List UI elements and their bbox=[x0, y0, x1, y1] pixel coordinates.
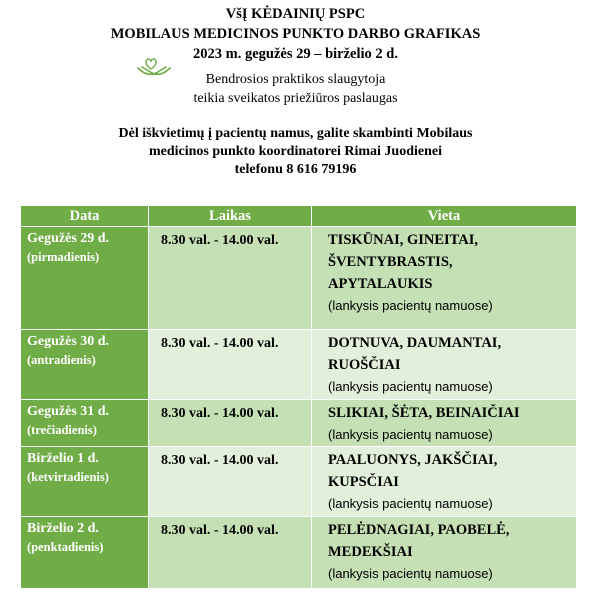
date-label: Birželio 2 d. bbox=[27, 521, 99, 536]
place-cell bbox=[312, 400, 577, 447]
place-line: KUPSČIAI bbox=[328, 474, 399, 490]
table-row bbox=[21, 517, 577, 589]
subtitle-line-2: teikia sveikatos priežiūros paslaugas bbox=[193, 91, 398, 106]
place-cell bbox=[312, 330, 577, 400]
schedule-table bbox=[20, 205, 577, 589]
date-cell bbox=[21, 330, 149, 400]
date-label: Gegužės 29 d. bbox=[27, 231, 110, 246]
time-cell bbox=[149, 330, 312, 400]
time-cell bbox=[149, 227, 312, 330]
place-line: RUOŠČIAI bbox=[328, 357, 401, 373]
visit-note: (lankysis pacientų namuose) bbox=[328, 427, 493, 442]
schedule-period: 2023 m. gegužės 29 – birželio 2 d. bbox=[193, 46, 398, 62]
weekday-label: (penktadienis) bbox=[27, 540, 104, 554]
place-line: PAALUONYS, JAKŠČIAI, bbox=[328, 452, 498, 468]
place-line: ŠVENTYBRASTIS, bbox=[328, 254, 453, 270]
place-line: SLIKIAI, ŠĖTA, BEINAIČIAI bbox=[328, 405, 520, 421]
time-cell bbox=[149, 447, 312, 517]
weekday-label: (ketvirtadienis) bbox=[27, 470, 109, 484]
date-cell bbox=[21, 517, 149, 589]
time-value: 8.30 val. - 14.00 val. bbox=[161, 336, 279, 351]
contact-line-2: medicinos punkto koordinatorei Rimai Juodienei bbox=[148, 144, 442, 159]
visit-note: (lankysis pacientų namuose) bbox=[328, 379, 493, 394]
org-name: VšĮ KĖDAINIŲ PSPC bbox=[225, 6, 366, 22]
place-line: PELĖDNAGIAI, PAOBELĖ, bbox=[328, 522, 510, 538]
visit-note: (lankysis pacientų namuose) bbox=[328, 298, 493, 313]
date-label: Gegužės 31 d. bbox=[27, 404, 110, 419]
place-cell bbox=[312, 227, 577, 330]
place-cell bbox=[312, 447, 577, 517]
table-header-row bbox=[21, 206, 577, 227]
time-cell bbox=[149, 517, 312, 589]
place-line: TISKŪNAI, GINEITAI, bbox=[328, 232, 479, 248]
place-cell bbox=[312, 517, 577, 589]
weekday-label: (trečiadienis) bbox=[27, 423, 97, 437]
weekday-label: (antradienis) bbox=[27, 353, 96, 367]
visit-note: (lankysis pacientų namuose) bbox=[328, 566, 493, 581]
place-line: APYTALAUKIS bbox=[328, 276, 433, 292]
time-value: 8.30 val. - 14.00 val. bbox=[161, 406, 279, 421]
time-value: 8.30 val. - 14.00 val. bbox=[161, 453, 279, 468]
column-header-time: Laikas bbox=[149, 206, 312, 227]
time-value: 8.30 val. - 14.00 val. bbox=[161, 523, 279, 538]
place-line: MEDEKŠIAI bbox=[328, 544, 413, 560]
date-label: Gegužės 30 d. bbox=[27, 334, 110, 349]
time-value: 8.30 val. - 14.00 val. bbox=[161, 233, 279, 248]
schedule-title: MOBILAUS MEDICINOS PUNKTO DARBO GRAFIKAS bbox=[110, 26, 481, 42]
hands-heart-icon bbox=[136, 56, 172, 78]
table-row bbox=[21, 447, 577, 517]
contact-line-3: telefonu 8 616 79196 bbox=[234, 162, 357, 177]
time-cell bbox=[149, 400, 312, 447]
table-row bbox=[21, 400, 577, 447]
table-row bbox=[21, 330, 577, 400]
date-cell bbox=[21, 400, 149, 447]
subtitle-line-1: Bendrosios praktikos slaugytoja bbox=[205, 72, 386, 87]
date-label: Birželio 1 d. bbox=[27, 451, 99, 466]
date-cell bbox=[21, 227, 149, 330]
table-row bbox=[21, 227, 577, 330]
visit-note: (lankysis pacientų namuose) bbox=[328, 496, 493, 511]
date-cell bbox=[21, 447, 149, 517]
column-header-place: Vieta bbox=[312, 206, 577, 227]
column-header-date: Data bbox=[21, 206, 149, 227]
weekday-label: (pirmadienis) bbox=[27, 250, 100, 264]
place-line: DOTNUVA, DAUMANTAI, bbox=[328, 335, 502, 351]
contact-line-1: Dėl iškvietimų į pacientų namus, galite skambinti Mobilaus bbox=[118, 126, 473, 141]
